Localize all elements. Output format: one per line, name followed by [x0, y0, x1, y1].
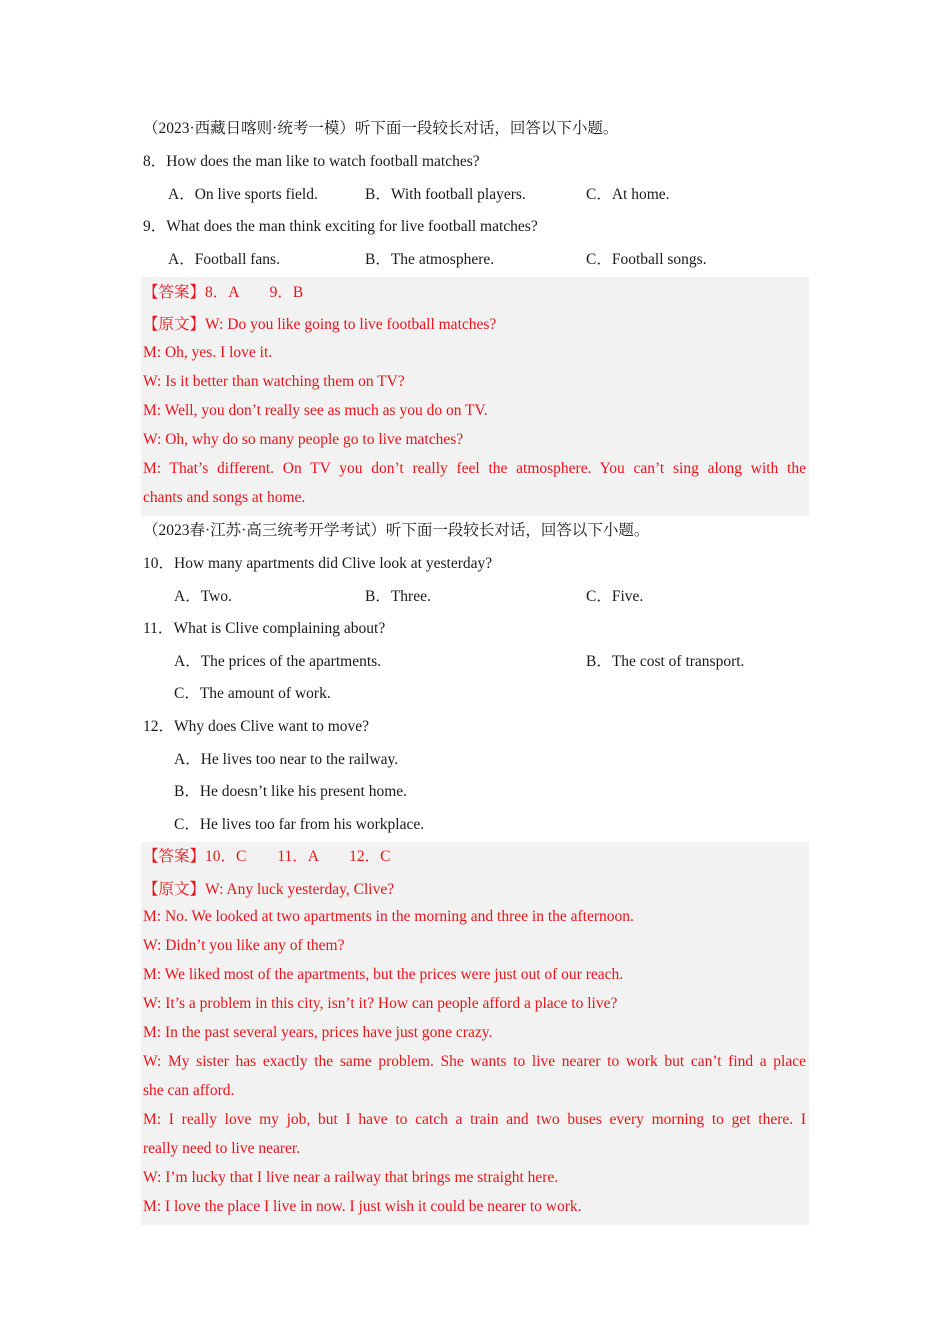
option-12b: B．He doesn’t like his present home. — [174, 783, 408, 800]
option-11c: C．The amount of work. — [174, 685, 331, 702]
transcript-line: really need to live nearer. — [143, 1140, 301, 1157]
question-text: What is Clive complaining about? — [173, 620, 386, 637]
transcript-line: M: We liked most of the apartments, but the prices were just out of our reach. — [143, 966, 624, 983]
transcript-line: M: That’s different. On TV you don’t really feel the atmosphere. You can’t sing along with the — [143, 460, 806, 477]
question-number: 12． — [143, 718, 175, 735]
question-number: 8． — [143, 153, 167, 170]
question-number: 10． — [143, 555, 175, 572]
transcript-line: W: Didn’t you like any of them? — [143, 937, 345, 954]
question-text: Why does Clive want to move? — [174, 718, 370, 735]
transcript-line: W: Oh, why do so many people go to live matches? — [143, 431, 464, 448]
transcript-line: 【原文】W: Any luck yesterday, Clive? — [143, 881, 395, 898]
transcript-line: M: No. We looked at two apartments in the morning and three in the afternoon. — [143, 908, 634, 925]
option-10a: A．Two. — [174, 588, 232, 605]
transcript-line: W: My sister has exactly the same problem. She wants to live nearer to work but can’t find a place — [143, 1053, 806, 1070]
question-9 — [143, 214, 538, 236]
option-11a: A．The prices of the apartments. — [174, 653, 382, 670]
question-number: 9． — [143, 218, 167, 235]
option-12a: A．He lives too near to the railway. — [174, 751, 399, 768]
option-9a: A．Football fans. — [168, 251, 280, 268]
transcript-line: M: Oh, yes. I love it. — [143, 344, 273, 361]
question-number: 11． — [143, 620, 174, 637]
transcript-line: M: In the past several years, prices have just gone crazy. — [143, 1024, 493, 1041]
question-10 — [143, 551, 492, 573]
transcript-line: W: I’m lucky that I live near a railway that brings me straight here. — [143, 1169, 559, 1186]
answer-line-1: 【答案】8．A 9．B — [143, 284, 304, 301]
question-11 — [143, 616, 385, 638]
option-9b: B．The atmosphere. — [365, 251, 495, 268]
option-11b: B．The cost of transport. — [586, 653, 745, 670]
transcript-line: W: Is it better than watching them on TV? — [143, 373, 405, 390]
option-10b: B．Three. — [365, 588, 431, 605]
answer-line-2: 【答案】10．C 11．A 12．C — [143, 848, 391, 865]
transcript-line: W: It’s a problem in this city, isn’t it? How can people afford a place to live? — [143, 995, 618, 1012]
transcript-line: M: Well, you don’t really see as much as you do on TV. — [143, 402, 488, 419]
question-text: How many apartments did Clive look at yesterday? — [174, 555, 493, 572]
option-12c: C．He lives too far from his workplace. — [174, 816, 425, 833]
option-10c: C．Five. — [586, 588, 644, 605]
source-line-1: （2023·西藏日喀则·统考一模）听下面一段较长对话，回答以下小题。 — [143, 120, 619, 137]
transcript-line: she can afford. — [143, 1082, 235, 1099]
question-8 — [143, 149, 480, 171]
option-8b: B．With football players. — [365, 186, 526, 203]
option-8c: C．At home. — [586, 186, 670, 203]
transcript-line: chants and songs at home. — [143, 489, 306, 506]
source-line-2: （2023春·江苏·高三统考开学考试）听下面一段较长对话，回答以下小题。 — [143, 522, 650, 539]
question-text: How does the man like to watch football matches? — [166, 153, 480, 170]
option-9c: C．Football songs. — [586, 251, 707, 268]
transcript-line: M: I love the place I live in now. I just wish it could be nearer to work. — [143, 1198, 582, 1215]
question-12 — [143, 714, 369, 736]
transcript-line: 【原文】W: Do you like going to live football matches? — [143, 316, 497, 333]
question-text: What does the man think exciting for live football matches? — [166, 218, 538, 235]
transcript-line: M: I really love my job, but I have to catch a train and two buses every morning to get there. I — [143, 1111, 806, 1128]
option-8a: A．On live sports field. — [168, 186, 318, 203]
